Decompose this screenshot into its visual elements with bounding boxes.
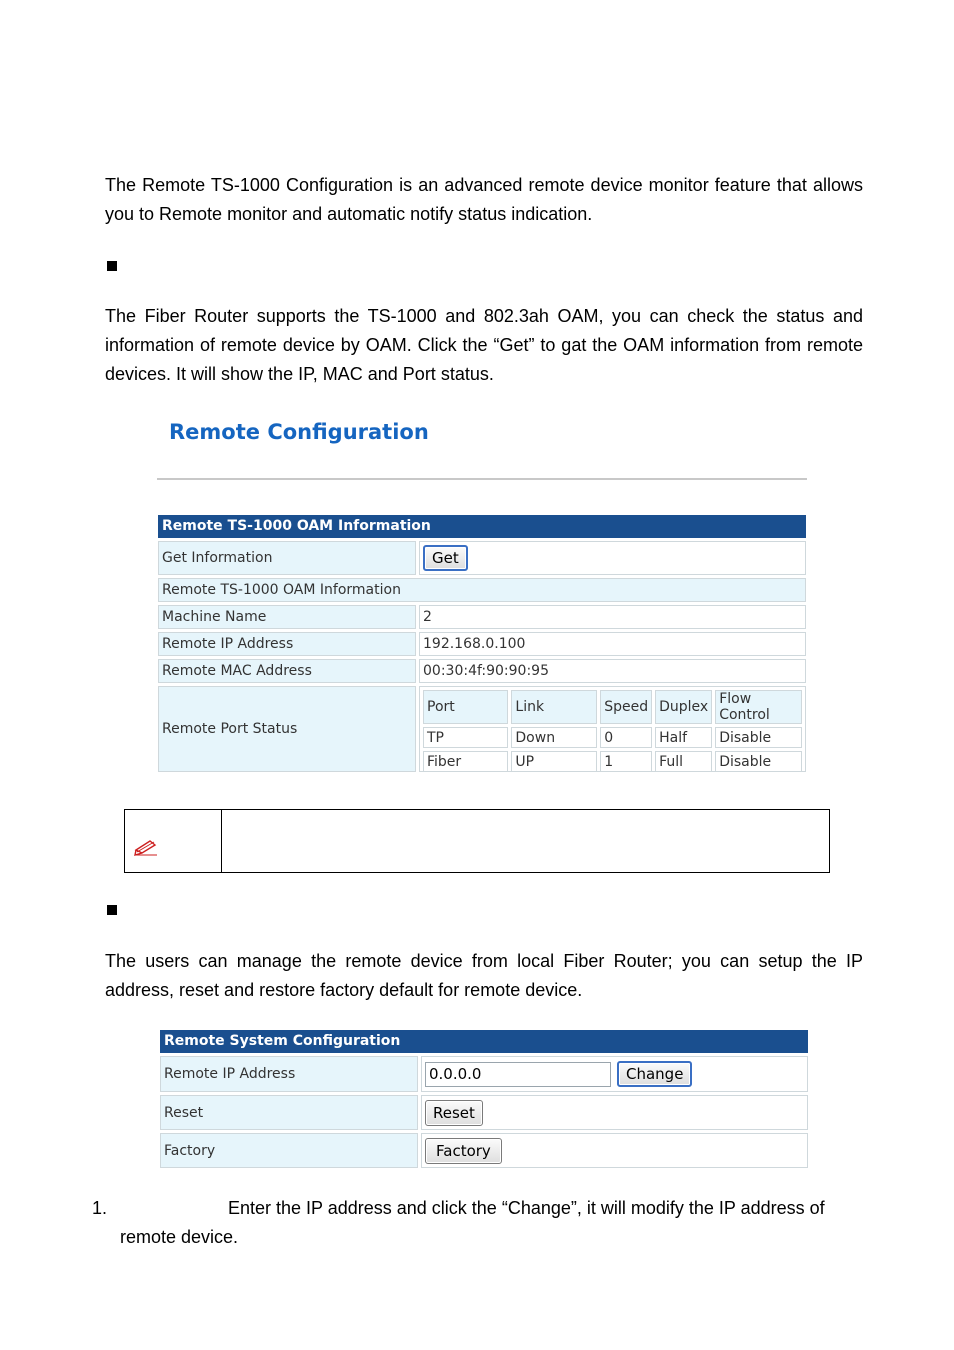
reset-row xyxy=(160,1095,808,1130)
port-cell: Down xyxy=(511,727,597,748)
note-box xyxy=(124,809,830,873)
port-cell: 1 xyxy=(600,751,652,772)
oam-table-header: Remote TS-1000 OAM Information xyxy=(158,515,806,538)
machine-name-value: 2 xyxy=(419,605,806,629)
remote-configuration-title: Remote Configuration xyxy=(169,420,429,444)
port-header-cell: Flow Control xyxy=(715,690,802,724)
port-cell: Half xyxy=(655,727,712,748)
port-header-cell: Speed xyxy=(600,690,652,724)
port-cell: Full xyxy=(655,751,712,772)
system-table-header: Remote System Configuration xyxy=(160,1030,808,1053)
system-config-table xyxy=(160,1030,808,1168)
port-cell: Disable xyxy=(715,727,802,748)
change-button[interactable]: Change xyxy=(617,1061,692,1087)
port-cell: UP xyxy=(511,751,597,772)
port-row-tp xyxy=(423,727,802,748)
port-cell: Fiber xyxy=(423,751,508,772)
remote-ip-row xyxy=(158,632,806,656)
note-text xyxy=(222,810,829,872)
oam-paragraph: The Fiber Router supports the TS-1000 and 802.3ah OAM, you can check the status and information of remote device by OAM. Click the “Get” to gat the OAM information from remote devices. It will show the IP, MAC and Port status. xyxy=(105,306,863,384)
get-button[interactable]: Get xyxy=(423,545,468,571)
port-cell: TP xyxy=(423,727,508,748)
port-header-cell: Port xyxy=(423,690,508,724)
get-info-label: Get Information xyxy=(158,541,416,575)
port-cell: Disable xyxy=(715,751,802,772)
intro-paragraph: The Remote TS-1000 Configuration is an advanced remote device monitor feature that allows you to Remote monitor and automatic notify status indication. xyxy=(105,175,863,224)
remote-mac-label: Remote MAC Address xyxy=(158,659,416,683)
port-status-row xyxy=(158,686,806,772)
remote-ip-value: 192.168.0.100 xyxy=(419,632,806,656)
port-header-row xyxy=(423,690,802,724)
factory-button[interactable]: Factory xyxy=(425,1138,502,1164)
remote-mac-row xyxy=(158,659,806,683)
bullet-2 xyxy=(107,905,117,915)
factory-row xyxy=(160,1133,808,1168)
step-text: Enter the IP address and click the “Change”, it will modify the IP address of remote device. xyxy=(120,1198,825,1247)
port-header-cell: Link xyxy=(511,690,597,724)
reset-label: Reset xyxy=(160,1095,418,1130)
machine-name-label: Machine Name xyxy=(158,605,416,629)
oam-info-table xyxy=(158,515,806,772)
system-ip-row xyxy=(160,1056,808,1092)
port-cell: 0 xyxy=(600,727,652,748)
port-status-table xyxy=(420,687,805,775)
port-row-fiber xyxy=(423,751,802,772)
remote-ip-input[interactable] xyxy=(425,1062,611,1087)
machine-name-row xyxy=(158,605,806,629)
note-icon-cell xyxy=(125,810,222,872)
remote-mac-value: 00:30:4f:90:90:95 xyxy=(419,659,806,683)
reset-button[interactable]: Reset xyxy=(425,1100,483,1126)
oam-section-row xyxy=(158,578,806,602)
system-ip-label: Remote IP Address xyxy=(160,1056,418,1092)
get-info-row xyxy=(158,541,806,575)
step-number: 1. xyxy=(92,1198,108,1218)
system-paragraph: The users can manage the remote device from local Fiber Router; you can setup the IP address, reset and restore factory default for remote device. xyxy=(105,951,863,1000)
bullet-1 xyxy=(107,261,117,271)
title-divider xyxy=(157,478,807,480)
port-status-label: Remote Port Status xyxy=(158,686,416,772)
remote-ip-label: Remote IP Address xyxy=(158,632,416,656)
pencil-icon xyxy=(134,838,158,856)
port-header-cell: Duplex xyxy=(655,690,712,724)
oam-section-label: Remote TS-1000 OAM Information xyxy=(158,578,806,602)
factory-label: Factory xyxy=(160,1133,418,1168)
